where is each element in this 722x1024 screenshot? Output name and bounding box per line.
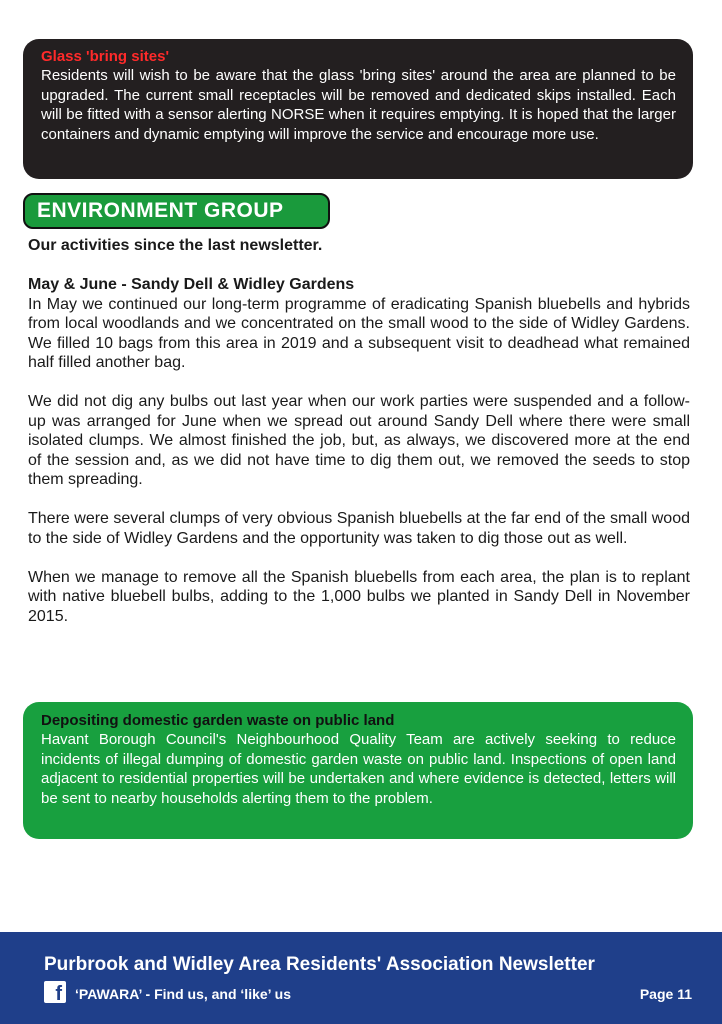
article-paragraph: There were several clumps of very obvious Spanish bluebells at the far end of the small wood to the side of Widley Gardens and the opportunity was taken to dig those out as well. xyxy=(28,510,690,547)
newsletter-title: Purbrook and Widley Area Residents' Association Newsletter xyxy=(44,954,595,975)
garden-waste-body: Havant Borough Council's Neighbourhood Quality Team are actively seeking to reduce incidents of illegal dumping of domestic garden waste on public land. Inspections of open land adjacent to residential properties will be undertaken and where evidence is detected, letters will be sent to nearby households alerting them to the problem. xyxy=(41,731,676,807)
environment-group-heading: ENVIRONMENT GROUP xyxy=(23,193,330,229)
facebook-icon[interactable]: f xyxy=(44,981,66,1003)
facebook-text: ‘PAWARA’ - Find us, and ‘like’ us xyxy=(75,986,292,1002)
article-subheading: May & June - Sandy Dell & Widley Gardens xyxy=(28,276,355,293)
glass-body: Residents will wish to be aware that the glass 'bring sites' around the area are planned to be upgraded. The current small receptacles will be removed and dedicated skips installed. Each will be fitted with a sensor alerting NORSE when it requires emptying. It is hoped that the larger containers and dynamic emptying will improve the service and encourage more use. xyxy=(41,67,676,143)
article-paragraph: We did not dig any bulbs out last year when our work parties were suspended and a follow-up was arranged for June when we spread out around Sandy Dell where there were small isolated clumps. We almost finished the job, but, as always, we discovered more at the end of the session and, as we did not have time to dig them out, we removed the seeds to stop them spreading. xyxy=(28,393,690,488)
article-lead: Our activities since the last newsletter. xyxy=(28,237,323,254)
footer xyxy=(0,932,722,1024)
garden-waste-box xyxy=(23,702,693,839)
page-number: Page 11 xyxy=(639,986,692,1002)
article-paragraph: In May we continued our long-term programme of eradicating Spanish bluebells and hybrids from local woodlands and we concentrated on the small wood to the side of Widley Gardens. We filled 10 bags from this area in 2019 and a subsequent visit to deadhead what remained half filled another bag. xyxy=(28,295,690,371)
article-paragraph: When we manage to remove all the Spanish bluebells from each area, the plan is to replant with native bluebell bulbs, adding to the 1,000 bulbs we planted in Sandy Dell in November 2015. xyxy=(28,568,690,625)
glass-title: Glass 'bring sites' xyxy=(41,48,170,65)
environment-article xyxy=(28,236,690,626)
glass-bring-sites-box xyxy=(23,39,693,179)
garden-waste-title: Depositing domestic garden waste on public land xyxy=(41,712,395,729)
